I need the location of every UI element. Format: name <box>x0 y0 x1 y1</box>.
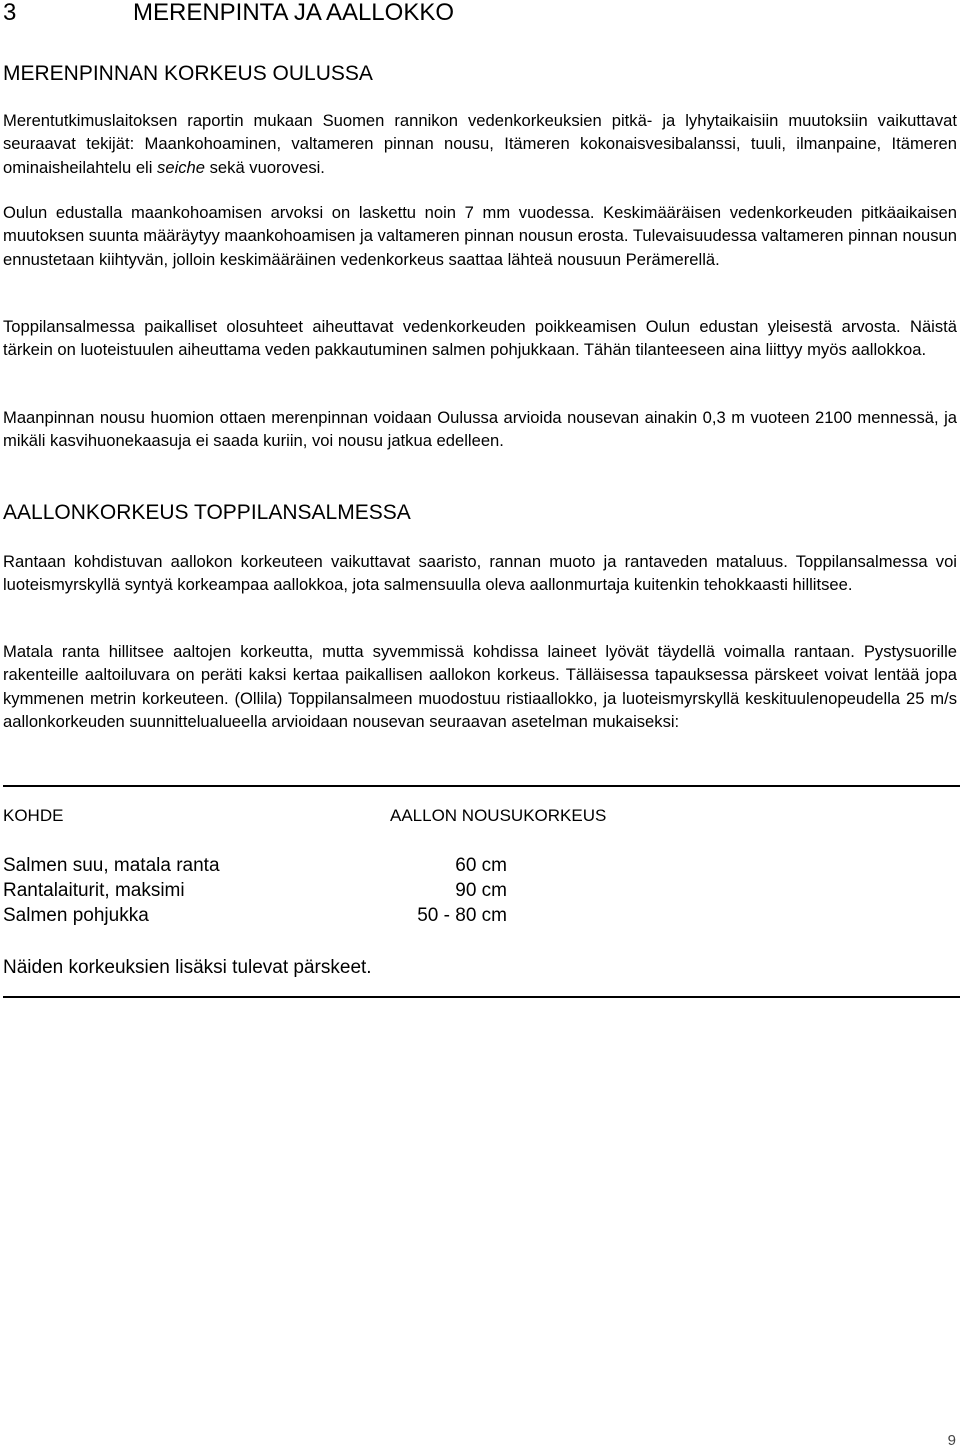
table-row <box>3 903 523 928</box>
paragraph-sea-level-factors <box>3 109 957 179</box>
paragraph-sea-level-forecast: Maanpinnan nousu huomion ottaen merenpinnan voidaan Oulussa arvioida nousevan ainakin 0,3 m vuoteen 2100 mennessä, ja mikäli kasvihuonekaasuja ei saada kuriin, voi nousu jatkua edelleen. <box>3 408 957 451</box>
table-header-place: KOHDE <box>3 806 64 825</box>
paragraph-wave-details: Matala ranta hillitsee aaltojen korkeutta, mutta syvemmissä kohdissa laineet lyövät täydellä voimalla rantaan. Pystysuorille rakenteille aaltoiluvara on peräti kaksi kertaa paikallisen aallokon korkeus. Tälläisessa tapauksessa pärskeet voivat lentää jopa kymmenen metrin korkeuteen. (Ollila) Toppilansalmeen muodostuu ristiaallokko, ja luoteismyrskyllä keskituulenopeudella 25 m/s aallonkorkeuden suunnittelualueella arvioidaan nousevan seuraavan asetelman mukaiseksi: <box>3 642 957 732</box>
table-note: Näiden korkeuksien lisäksi tulevat pärskeet. <box>3 957 372 978</box>
table-header-height: AALLON NOUSUKORKEUS <box>390 806 607 825</box>
table-cell-height: 50 - 80 cm <box>417 905 507 926</box>
table-cell-place: Salmen suu, matala ranta <box>3 855 220 876</box>
page-number: 9 <box>947 1432 956 1449</box>
paragraph-italic-term: seiche <box>157 157 206 177</box>
paragraph-local-conditions: Toppilansalmessa paikalliset olosuhteet aiheuttavat vedenkorkeuden poikkeamisen Oulun edustan yleisestä arvosta. Näistä tärkein on luoteistuulen aiheuttama veden pakkautuminen salmen pohjukkaan. Tähän tilanteeseen aina liittyy myös aallokkoa. <box>3 317 957 360</box>
table-row <box>3 878 523 903</box>
paragraph-wave-factors: Rantaan kohdistuvan aallokon korkeuteen vaikuttavat saaristo, rannan muoto ja rantaveden mataluus. Toppilansalmessa voi luoteismyrskyllä syntyä korkeampaa aallokkoa, jota salmensuulla oleva aallonmurtaja kuitenkin tehokkaasti hillitsee. <box>3 552 957 595</box>
table-cell-place: Rantalaiturit, maksimi <box>3 880 185 901</box>
paragraph-land-uplift: Oulun edustalla maankohoamisen arvoksi on laskettu noin 7 mm vuodessa. Keskimääräisen vedenkorkeuden pitkäaikaisen muutoksen suunta määräytyy maankohoamisen ja valtameren pinnan nousun erosta. Tulevaisuudessa valtameren pinnan nousun ennustetaan kiihtyvän, jolloin keskimääräinen vedenkorkeus saattaa lähteä nousuun Perämerellä. <box>3 203 957 269</box>
table-bottom-rule <box>3 996 960 998</box>
table-row <box>3 853 523 878</box>
table-cell-height: 60 cm <box>455 855 507 876</box>
table-cell-place: Salmen pohjukka <box>3 905 149 926</box>
chapter-title: MERENPINTA JA AALLOKKO <box>133 0 454 26</box>
table-cell-height: 90 cm <box>455 880 507 901</box>
table-top-rule <box>3 785 960 787</box>
paragraph-text: Merentutkimuslaitoksen raportin mukaan Suomen rannikon vedenkorkeuksien pitkä- ja lyhytaikaisiin muutoksiin vaikuttavat seuraavat tekijät: Maankohoaminen, valtameren pinnan nousu, Itämeren kokonaisvesibalanssi, tuuli, ilmanpaine, Itämeren ominaisheilahtelu eli <box>3 111 957 177</box>
section-title-sea-level: MERENPINNAN KORKEUS OULUSSA <box>3 62 373 85</box>
chapter-heading <box>3 0 943 26</box>
chapter-number: 3 <box>3 0 17 26</box>
paragraph-text: sekä vuorovesi. <box>205 157 325 177</box>
section-title-wave-height: AALLONKORKEUS TOPPILANSALMESSA <box>3 501 411 524</box>
